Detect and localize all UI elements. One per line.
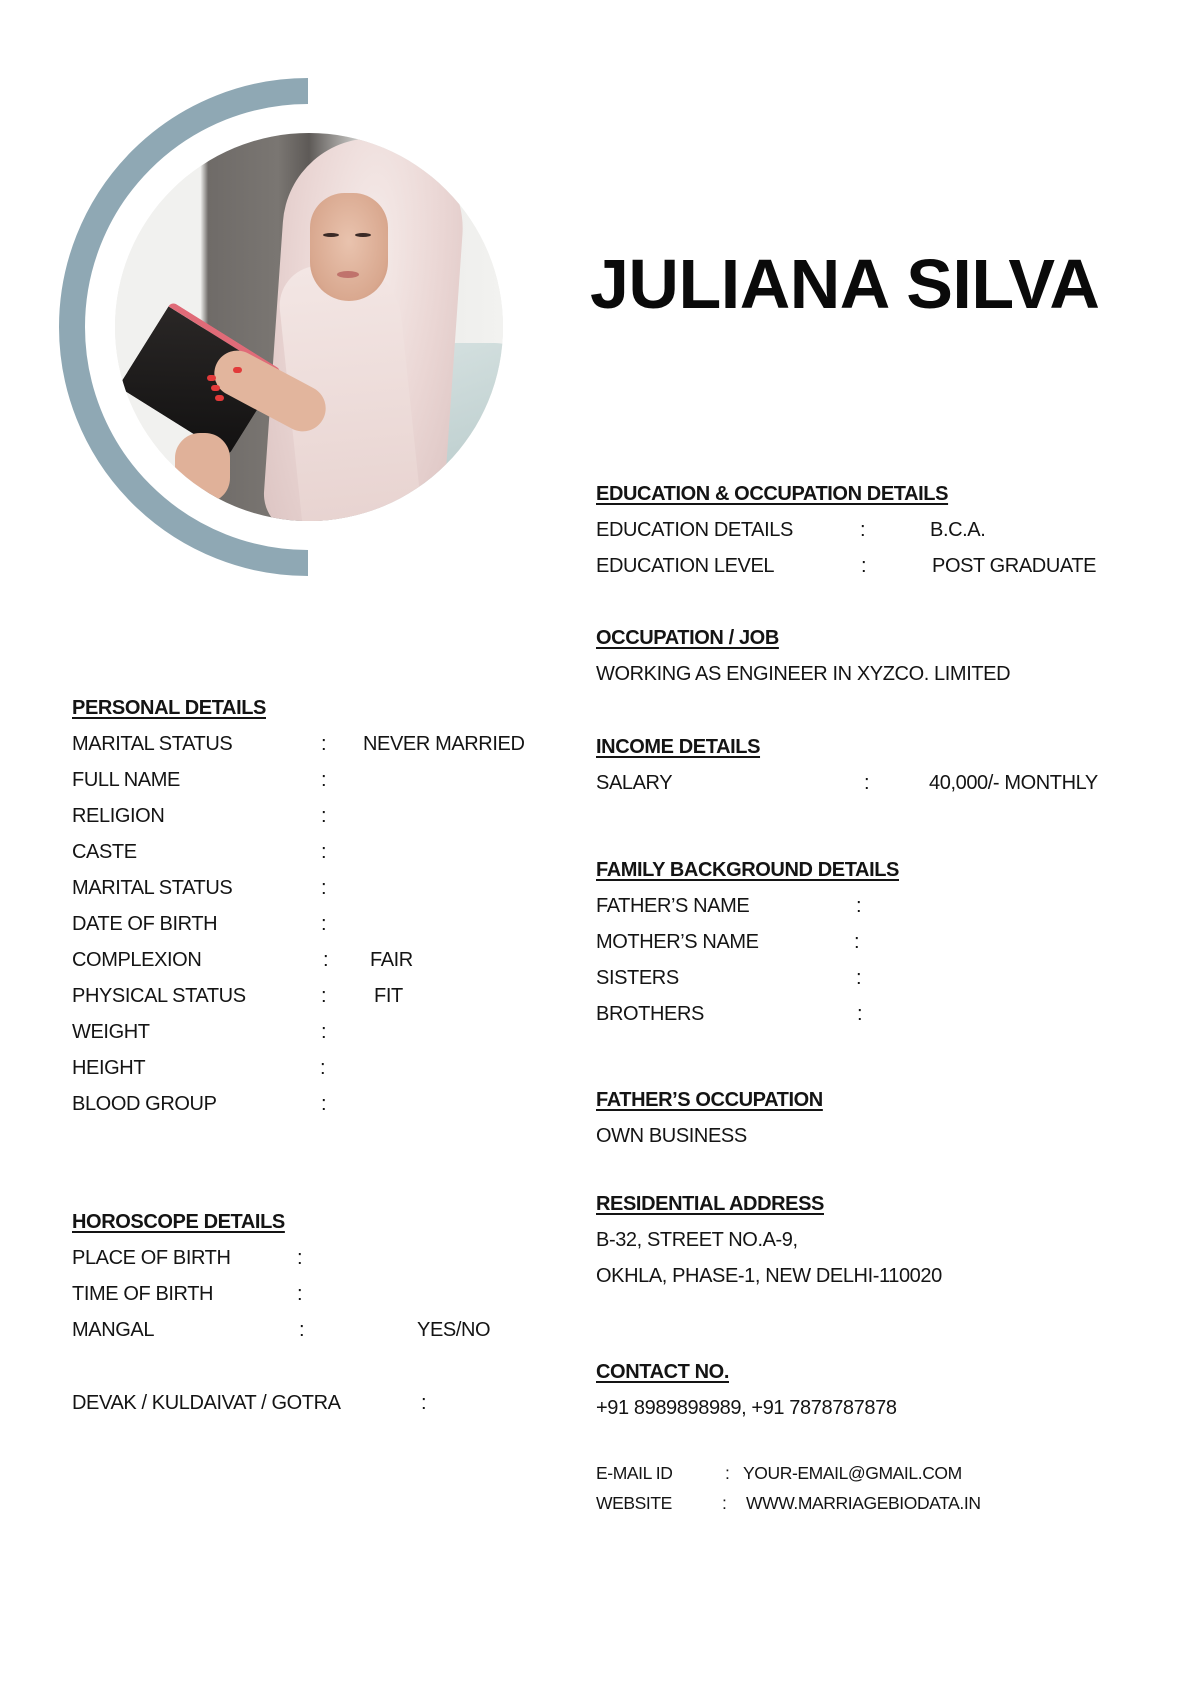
occupation-text: WORKING AS ENGINEER IN XYZCO. LIMITED [596,663,1011,685]
row-separator: : [321,733,327,755]
row-separator: : [861,555,867,577]
father-occupation-text: OWN BUSINESS [596,1125,747,1147]
website-separator: : [722,1493,727,1513]
occupation-heading: OCCUPATION / JOB [596,627,779,649]
row-separator: : [854,931,860,953]
row-label: HEIGHT [72,1057,146,1079]
row-label: PLACE OF BIRTH [72,1247,231,1269]
row-separator: : [321,985,327,1007]
personal-details-heading: PERSONAL DETAILS [72,697,266,719]
row-label: BLOOD GROUP [72,1093,217,1115]
row-value: B.C.A. [930,519,986,541]
email-value[interactable]: YOUR-EMAIL@GMAIL.COM [743,1463,962,1483]
row-label: SISTERS [596,967,679,989]
row-separator: : [297,1283,303,1305]
row-separator: : [321,769,327,791]
row-separator: : [856,967,862,989]
profile-name: JULIANA SILVA [590,245,1100,323]
row-label: MARITAL STATUS [72,733,233,755]
row-separator: : [320,1057,326,1079]
row-label: FULL NAME [72,769,180,791]
contact-phones: +91 8989898989, +91 7878787878 [596,1397,897,1419]
website-value[interactable]: WWW.MARRIAGEBIODATA.IN [746,1493,981,1513]
row-label: MOTHER’S NAME [596,931,759,953]
row-value: POST GRADUATE [932,555,1097,577]
row-label: FATHER’S NAME [596,895,750,917]
address-line: OKHLA, PHASE-1, NEW DELHI-110020 [596,1265,942,1287]
row-value: 40,000/- MONTHLY [929,772,1098,794]
row-separator: : [864,772,870,794]
row-label: CASTE [72,841,137,863]
row-label: RELIGION [72,805,165,827]
row-label: COMPLEXION [72,949,202,971]
row-label: DEVAK / KULDAIVAT / GOTRA [72,1392,341,1414]
row-separator: : [857,1003,863,1025]
row-separator: : [856,895,862,917]
row-label: EDUCATION DETAILS [596,519,793,541]
income-heading: INCOME DETAILS [596,736,761,758]
contact-heading: CONTACT NO. [596,1361,729,1383]
website-label: WEBSITE [596,1493,672,1513]
row-value: YES/NO [417,1319,491,1341]
row-separator: : [421,1392,427,1414]
row-separator: : [321,913,327,935]
profile-photo [115,133,503,521]
row-label: WEIGHT [72,1021,150,1043]
family-heading: FAMILY BACKGROUND DETAILS [596,859,899,881]
father-occupation-heading: FATHER’S OCCUPATION [596,1089,823,1111]
row-label: TIME OF BIRTH [72,1283,214,1305]
row-separator: : [297,1247,303,1269]
row-label: DATE OF BIRTH [72,913,218,935]
education-heading: EDUCATION & OCCUPATION DETAILS [596,483,949,505]
row-label: EDUCATION LEVEL [596,555,775,577]
row-separator: : [321,1021,327,1043]
row-separator: : [299,1319,305,1341]
row-value: FIT [374,985,403,1007]
address-line: B-32, STREET NO.A-9, [596,1229,798,1251]
row-label: SALARY [596,772,673,794]
row-value: NEVER MARRIED [363,733,525,755]
row-separator: : [321,1093,327,1115]
row-separator: : [860,519,866,541]
horoscope-details-heading: HOROSCOPE DETAILS [72,1211,285,1233]
email-separator: : [725,1463,730,1483]
row-label: BROTHERS [596,1003,704,1025]
email-label: E-MAIL ID [596,1463,673,1483]
row-value: FAIR [370,949,413,971]
row-label: MARITAL STATUS [72,877,233,899]
row-separator: : [323,949,329,971]
row-separator: : [321,877,327,899]
row-label: PHYSICAL STATUS [72,985,246,1007]
address-heading: RESIDENTIAL ADDRESS [596,1193,824,1215]
row-label: MANGAL [72,1319,155,1341]
row-separator: : [321,841,327,863]
row-separator: : [321,805,327,827]
